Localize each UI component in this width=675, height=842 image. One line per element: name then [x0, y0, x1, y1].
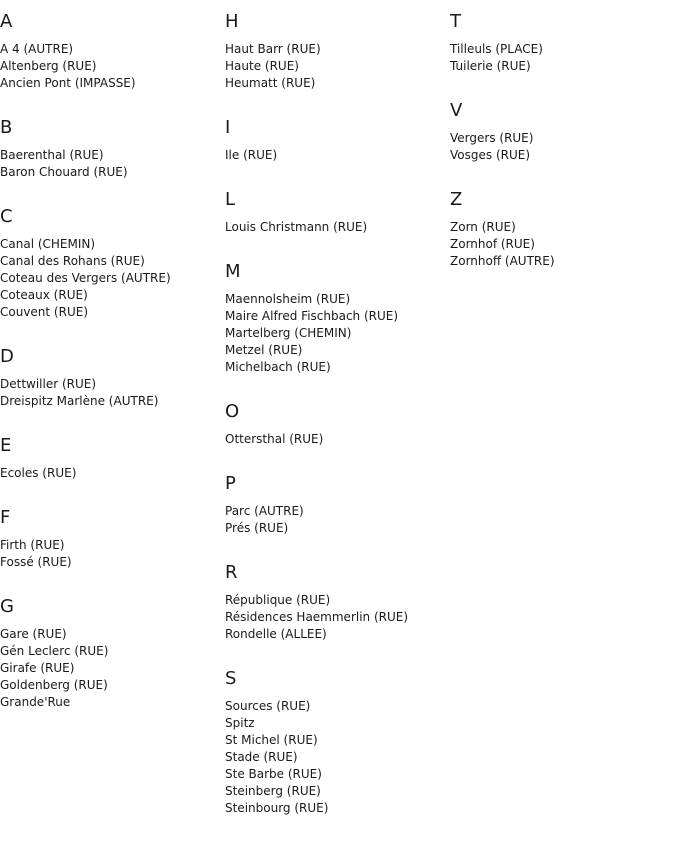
street-link[interactable]: Grande'Rue [0, 695, 71, 709]
letter-heading: T [450, 11, 461, 32]
street-list [0, 236, 225, 321]
letter-heading: E [0, 435, 12, 456]
street-link[interactable]: Coteaux (RUE) [0, 288, 88, 302]
street-list [450, 130, 675, 164]
street-link[interactable]: Gén Leclerc (RUE) [0, 644, 109, 658]
street-list [0, 147, 225, 181]
street-list [0, 465, 225, 482]
street-link[interactable]: Firth (RUE) [0, 538, 65, 552]
street-link[interactable]: Ste Barbe (RUE) [225, 767, 322, 781]
street-link[interactable]: Ile (RUE) [225, 148, 278, 162]
street-link[interactable]: Dettwiller (RUE) [0, 377, 97, 391]
street-list [225, 219, 450, 236]
street-link[interactable]: Coteau des Vergers (AUTRE) [0, 271, 171, 285]
street-list [225, 291, 450, 376]
letter-group [225, 473, 450, 551]
street-link[interactable]: Louis Christmann (RUE) [225, 220, 368, 234]
letter-group [450, 100, 675, 178]
letter-group [0, 507, 225, 585]
street-link[interactable]: Spitz [225, 716, 255, 730]
street-link[interactable]: Sources (RUE) [225, 699, 311, 713]
street-link[interactable]: Zornhof (RUE) [450, 237, 535, 251]
street-list [225, 698, 450, 817]
letter-group [0, 435, 225, 496]
street-list [450, 219, 675, 270]
street-link[interactable]: A 4 (AUTRE) [0, 42, 74, 56]
letter-heading: Z [450, 189, 463, 210]
street-link[interactable]: Canal des Rohans (RUE) [0, 254, 145, 268]
street-link[interactable]: Tilleuls (PLACE) [450, 42, 543, 56]
street-list [225, 41, 450, 92]
letter-heading: D [0, 346, 14, 367]
letter-group [450, 11, 675, 89]
street-link[interactable]: Haute (RUE) [225, 59, 299, 73]
street-list [450, 41, 675, 75]
letter-heading: C [0, 206, 13, 227]
street-link[interactable]: Goldenberg (RUE) [0, 678, 108, 692]
letter-heading: H [225, 11, 239, 32]
index-column [450, 0, 675, 284]
letter-heading: V [450, 100, 463, 121]
letter-heading: P [225, 473, 236, 494]
letter-group [225, 11, 450, 106]
street-link[interactable]: Michelbach (RUE) [225, 360, 331, 374]
street-link[interactable]: Couvent (RUE) [0, 305, 89, 319]
letter-group [0, 11, 225, 106]
street-link[interactable]: Rondelle (ALLEE) [225, 627, 327, 641]
street-link[interactable]: Parc (AUTRE) [225, 504, 304, 518]
street-link[interactable]: Vergers (RUE) [450, 131, 534, 145]
street-link[interactable]: Zorn (RUE) [450, 220, 516, 234]
street-link[interactable]: Canal (CHEMIN) [0, 237, 96, 251]
street-list [225, 431, 450, 448]
street-link[interactable]: Altenberg (RUE) [0, 59, 97, 73]
letter-group [0, 117, 225, 195]
letter-heading: B [0, 117, 13, 138]
street-link[interactable]: Ottersthal (RUE) [225, 432, 324, 446]
letter-group [0, 346, 225, 424]
street-list [225, 592, 450, 643]
street-link[interactable]: Steinberg (RUE) [225, 784, 321, 798]
street-link[interactable]: Maire Alfred Fischbach (RUE) [225, 309, 399, 323]
street-link[interactable]: Martelberg (CHEMIN) [225, 326, 352, 340]
street-link[interactable]: St Michel (RUE) [225, 733, 318, 747]
street-link[interactable]: Metzel (RUE) [225, 343, 303, 357]
street-list [0, 376, 225, 410]
street-link[interactable]: Dreispitz Marlène (AUTRE) [0, 394, 159, 408]
letter-heading: R [225, 562, 238, 583]
street-link[interactable]: Prés (RUE) [225, 521, 289, 535]
street-link[interactable]: Résidences Haemmerlin (RUE) [225, 610, 409, 624]
letter-heading: S [225, 668, 237, 689]
letter-group [450, 189, 675, 284]
letter-group [225, 668, 450, 831]
letter-heading: L [225, 189, 236, 210]
street-list [0, 537, 225, 571]
street-link[interactable]: Maennolsheim (RUE) [225, 292, 351, 306]
street-link[interactable]: Girafe (RUE) [0, 661, 75, 675]
letter-heading: M [225, 261, 241, 282]
letter-heading: A [0, 11, 13, 32]
letter-heading: I [225, 117, 231, 138]
street-link[interactable]: Steinbourg (RUE) [225, 801, 329, 815]
street-link[interactable]: Zornhoff (AUTRE) [450, 254, 555, 268]
street-link[interactable]: Heumatt (RUE) [225, 76, 316, 90]
street-link[interactable]: Stade (RUE) [225, 750, 298, 764]
index-column [225, 0, 450, 831]
street-link[interactable]: Haut Barr (RUE) [225, 42, 321, 56]
street-link[interactable]: Gare (RUE) [0, 627, 67, 641]
street-list [0, 41, 225, 92]
street-link[interactable]: Fossé (RUE) [0, 555, 72, 569]
letter-group [225, 189, 450, 250]
letter-group [0, 206, 225, 335]
street-list [225, 147, 450, 164]
letter-heading: O [225, 401, 240, 422]
street-link[interactable]: République (RUE) [225, 593, 331, 607]
letter-group [225, 401, 450, 462]
street-link[interactable]: Baerenthal (RUE) [0, 148, 104, 162]
street-list [0, 626, 225, 711]
street-list [225, 503, 450, 537]
letter-heading: F [0, 507, 11, 528]
letter-group [225, 117, 450, 178]
index-column [0, 0, 225, 725]
letter-group [225, 261, 450, 390]
street-link[interactable]: Ancien Pont (IMPASSE) [0, 76, 136, 90]
letter-group [225, 562, 450, 657]
street-link[interactable]: Ecoles (RUE) [0, 466, 77, 480]
letter-group [0, 596, 225, 725]
street-link[interactable]: Tuilerie (RUE) [450, 59, 531, 73]
street-link[interactable]: Vosges (RUE) [450, 148, 531, 162]
street-link[interactable]: Baron Chouard (RUE) [0, 165, 128, 179]
letter-heading: G [0, 596, 14, 617]
